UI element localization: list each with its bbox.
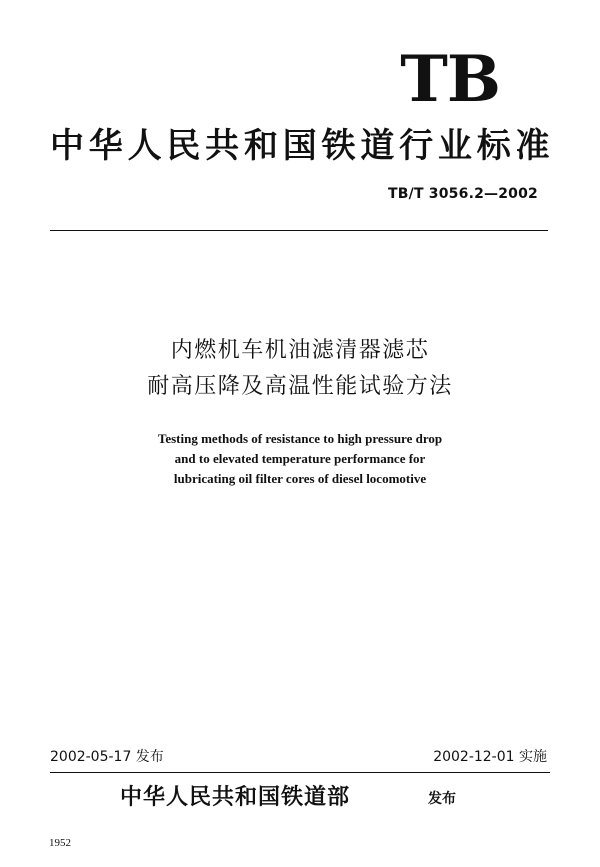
implement-date: 2002-12-01 实施: [433, 749, 547, 765]
publisher-name: 中华人民共和国铁道部: [120, 784, 351, 810]
standard-title: 中华人民共和国铁道行业标准: [50, 126, 550, 166]
header-divider: [50, 230, 548, 231]
tb-logo: TB: [400, 42, 500, 117]
chinese-title-line1: 内燃机车机油滤清器滤芯: [170, 338, 430, 363]
standard-code: TB/T 3056.2—2002: [388, 186, 538, 202]
english-title-line2: and to elevated temperature performance for: [174, 451, 426, 466]
publish-label: 发布: [428, 791, 456, 807]
footer-divider: [50, 772, 550, 773]
issue-date: 2002-05-17 发布: [50, 749, 164, 765]
english-title-line1: Testing methods of resistance to high pressure drop: [157, 431, 443, 446]
page-number: 1952: [49, 837, 71, 849]
english-title-line3: lubricating oil filter cores of diesel locomotive: [173, 471, 427, 486]
chinese-title-line2: 耐高压降及高温性能试验方法: [147, 374, 453, 399]
